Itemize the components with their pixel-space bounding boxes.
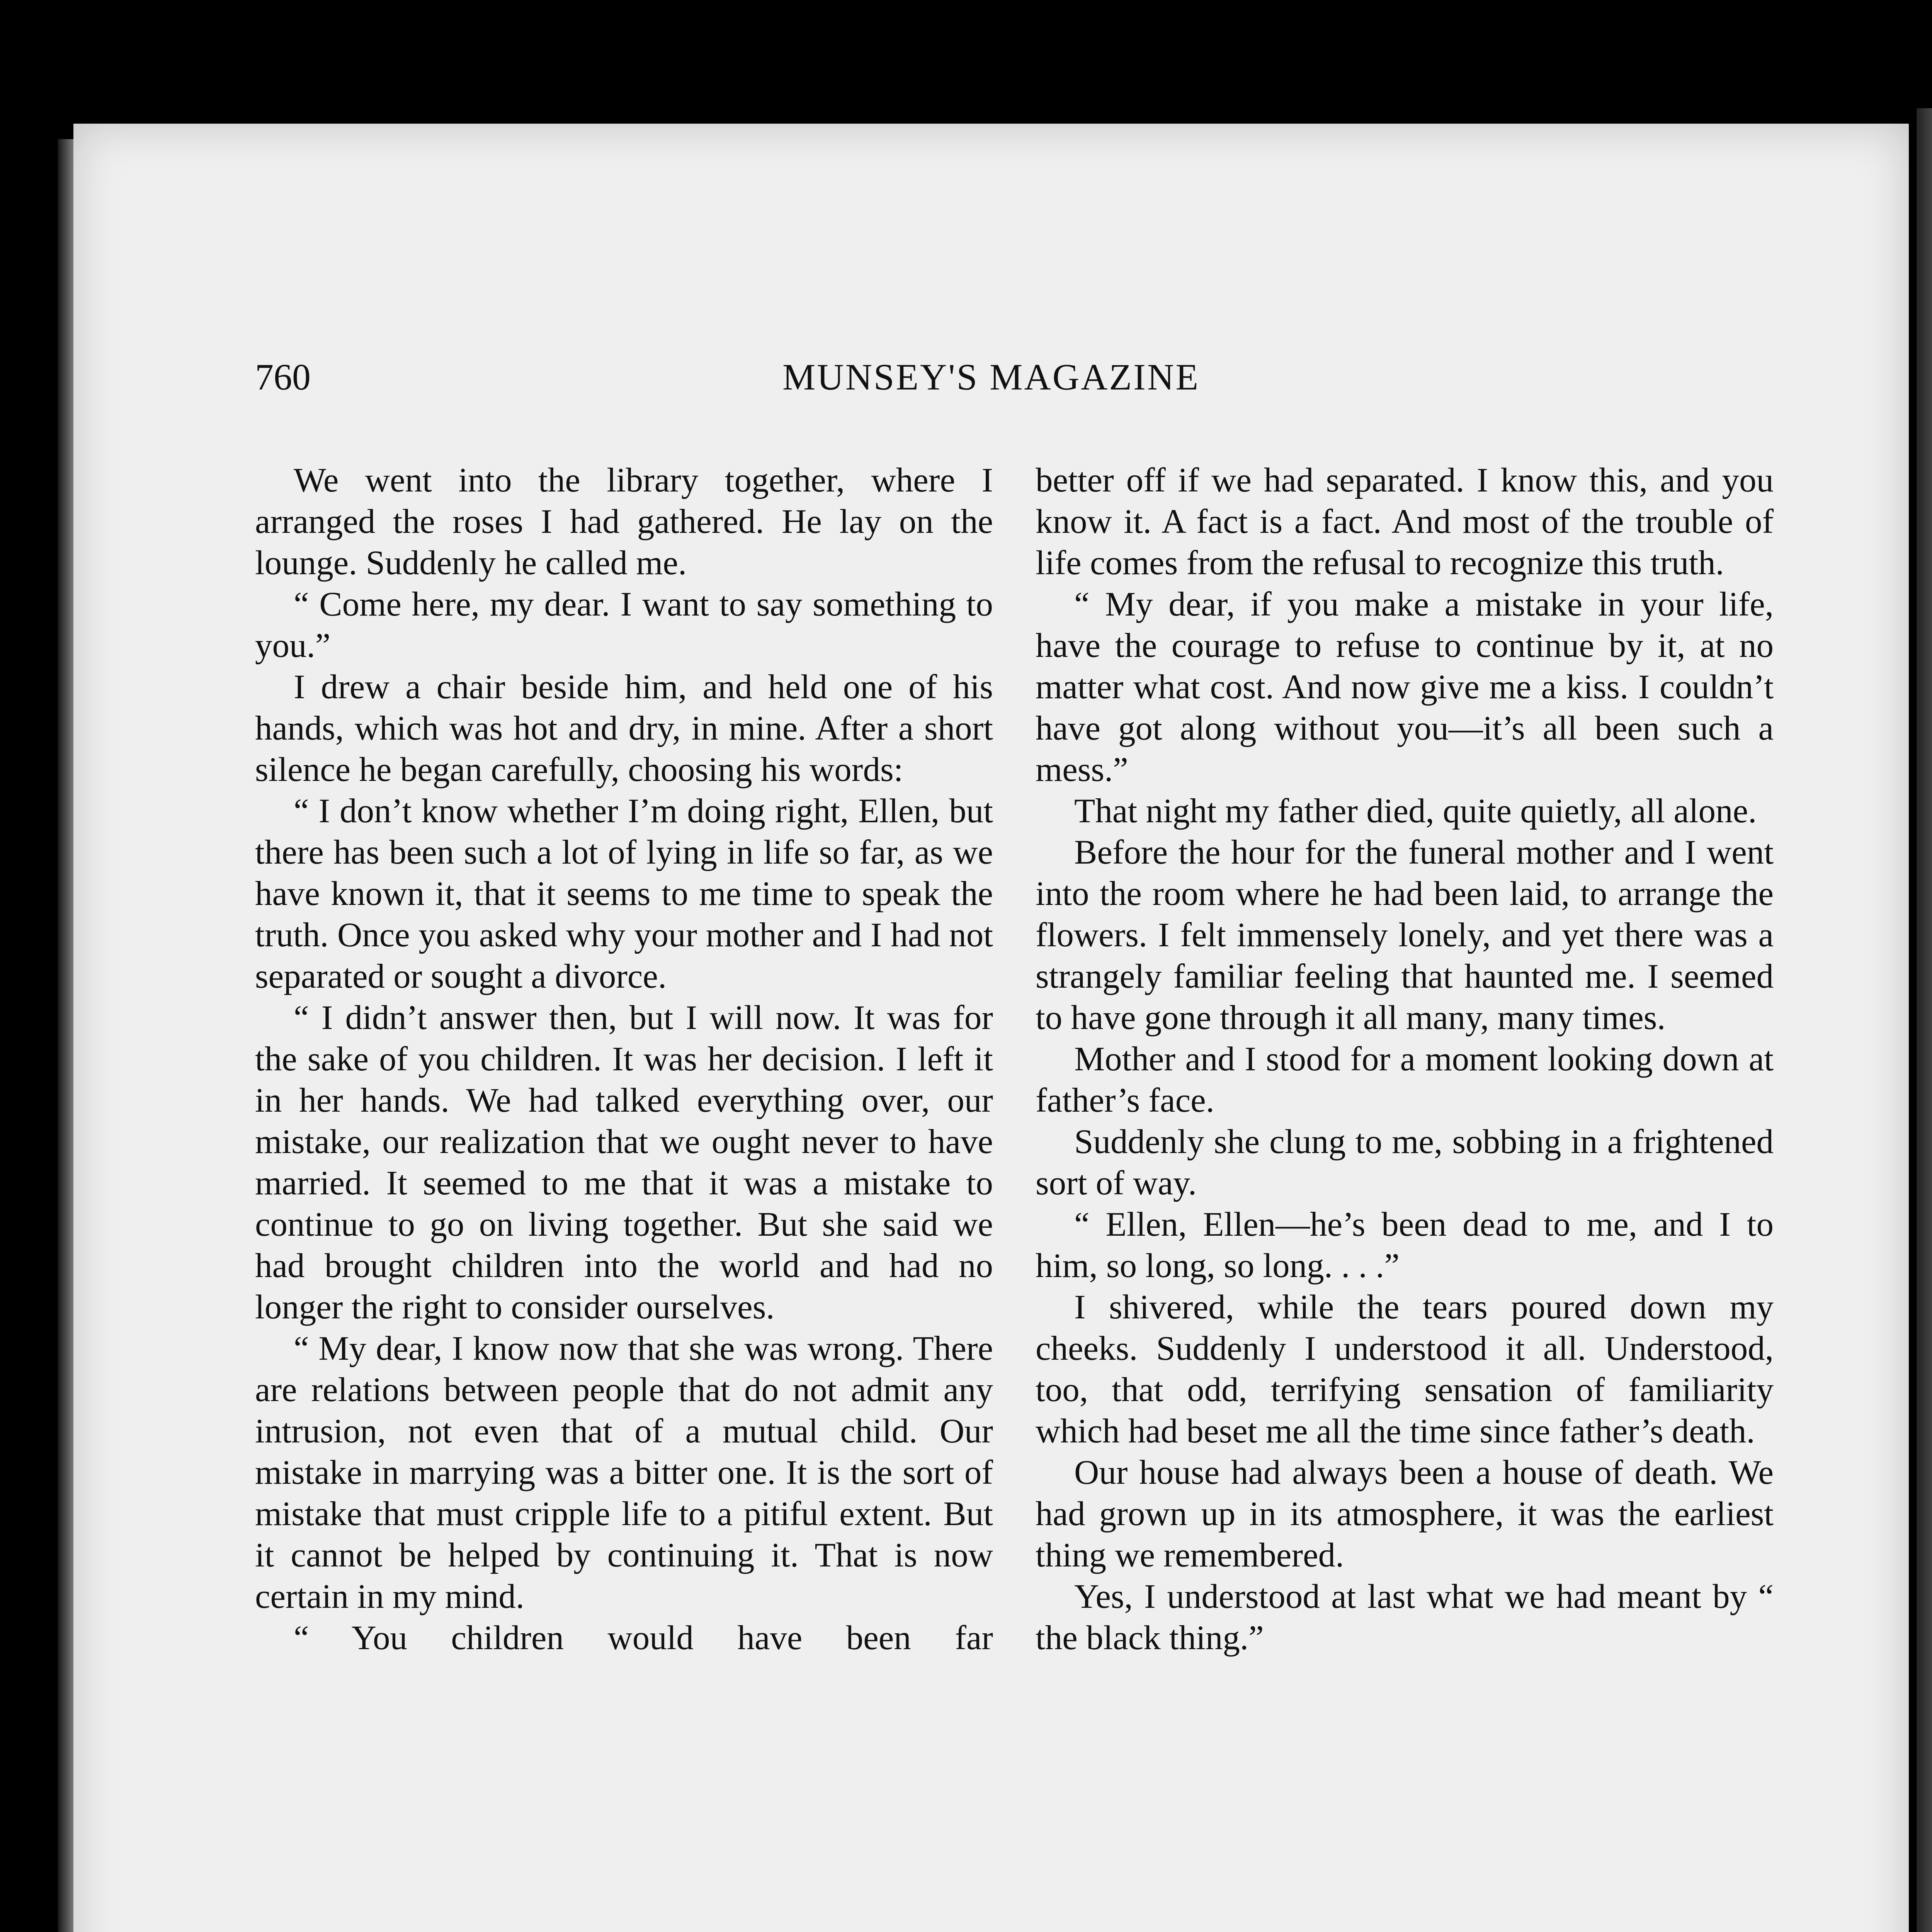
paragraph: “ I didn’t answer then, but I will now. It was for the sake of you children. It was her decision. I left it in her hands. We had talked everything over, our mistake, our realization that we ought never to have married. It seemed to me that it was a mistake to continue to go on living together. But she said we had brought children into the world and had no longer the right to consider ourselves. [255, 999, 993, 1326]
magazine-page [73, 124, 1909, 1932]
paragraph: “ You children would have been far [294, 1619, 993, 1657]
paragraph: That night my father died, quite quietly, all alone. [1074, 792, 1757, 830]
paragraph: I shivered, while the tears poured down my cheeks. Suddenly I understood it all. Understood, too, that odd, terrifying sensation of familiarity which had beset me all the time since father’s death. [1036, 1288, 1774, 1450]
paragraph: better off if we had separated. I know this, and you know it. A fact is a fact. And most of the trouble of life comes from the refusal to recognize this truth. [1036, 461, 1774, 582]
paragraph: I drew a chair beside him, and held one of his hands, which was hot and dry, in mine. After a short silence he began carefully, choosing his words: [255, 668, 993, 789]
paragraph: “ My dear, I know now that she was wrong. There are relations between people that do not admit any intrusion, not even that of a mutual child. Our mistake in marrying was a bitter one. It is the sort of mistake that must cripple life to a pitiful extent. But it cannot be helped by continuing it. That is now certain in my mind. [255, 1330, 993, 1616]
paragraph: “ Come here, my dear. I want to say something to you.” [255, 585, 993, 665]
paragraph: Yes, I understood at last what we had meant by “ the black thing.” [1036, 1578, 1774, 1657]
paragraph: Before the hour for the funeral mother and I went into the room where he had been laid, to arrange the flowers. I felt immensely lonely, and yet there was a strangely familiar feeling that haunted me. I seemed to have gone through it all many, many times. [1036, 833, 1774, 1037]
paragraph: We went into the library together, where I arranged the roses I had gathered. He lay on the lounge. Suddenly he called me. [255, 461, 993, 582]
paragraph: “ Ellen, Ellen—he’s been dead to me, and I to him, so long, so long. . . .” [1036, 1206, 1774, 1285]
paragraph: Our house had always been a house of death. We had grown up in its atmosphere, it was the earliest thing we remembered. [1036, 1454, 1774, 1574]
page-number: 760 [255, 356, 311, 398]
paragraph: “ My dear, if you make a mistake in your life, have the courage to refuse to continue by it, at no matter what cost. And now give me a kiss. I couldn’t have got along without you—it’s all been such a mess.” [1036, 585, 1774, 789]
story-column-left [255, 460, 993, 1659]
running-head: MUNSEY'S MAGAZINE [782, 356, 1200, 398]
paragraph: “ I don’t know whether I’m doing right, Ellen, but there has been such a lot of lying in life so far, as we have known it, that it seems to me time to speak the truth. Once you asked why your mother and I had not separated or sought a divorce. [255, 792, 993, 995]
facing-page-edge [1917, 108, 1932, 1932]
story-column-right [1036, 460, 1774, 1659]
paragraph: Suddenly she clung to me, sobbing in a frightened sort of way. [1036, 1123, 1774, 1202]
paragraph: Mother and I stood for a moment looking down at father’s face. [1036, 1040, 1774, 1119]
